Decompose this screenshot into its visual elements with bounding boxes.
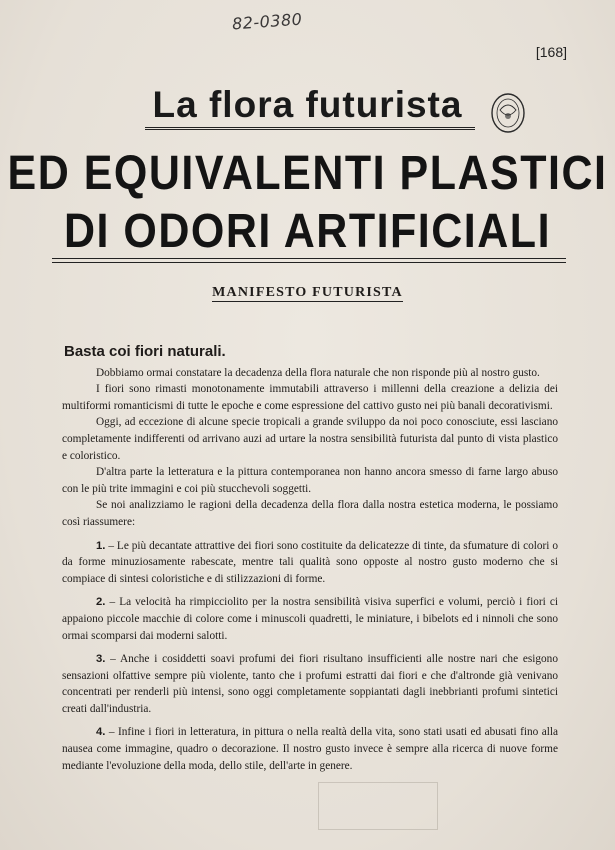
point-number: 4.	[96, 726, 106, 739]
paragraph: Oggi, ad eccezione di alcune specie tropicali a grande sviluppo da noi poco conosciute, essi lasciano completamente indifferenti od arrivano auzi ad urtare la nostra sensibilità futurista dal punto di vista plastico e coloristico.	[62, 416, 558, 462]
faded-stamp-icon	[318, 782, 438, 830]
numbered-point: 1. – Le più decantate attrattive dei fiori sono costituite da delicatezze di tinte, da sfumature di colori o da forme minuziosamente rabescate, mentre tali qualità sono opposte al nostro gusto moderno che si compiace di sintesi coloristiche e di stilizzazioni di forme.	[62, 539, 558, 585]
subtitle	[0, 285, 615, 301]
paragraph: I fiori sono rimasti monotonamente immutabili attraverso i millenni della creazione a delizia dei multiformi romanticismi di tutte le epoche e come espressione del cattivo gusto nei più banali decorativismi.	[62, 383, 558, 412]
page-title-main	[0, 144, 615, 260]
paragraph: Dobbiamo ormai constatare la decadenza della flora naturale che non risponde più al nostro gusto.	[96, 366, 540, 379]
numbered-point: 2. – La velocità ha rimpicciolito per la nostra sensibilità visiva superfici e volumi, perciò i fiori ci appaiono piccole macchie di colore come i minuscoli quadretti, le miniature, i bibelots ed i ninnoli che sono ormai scomparsi dai moderni salotti.	[62, 596, 559, 642]
title-divider	[52, 258, 566, 263]
section-heading: Basta coi fiori naturali.	[64, 343, 226, 360]
paragraph: D'altra parte la letteratura e la pittura contemporanea non hanno ancora smesso di farne largo abuso con le più trite immagini e coi più stucchevoli soggetti.	[62, 466, 558, 495]
numbered-point: 4. – Infine i fiori in letteratura, in pittura o nella realtà della vita, sono stati usati ed abusati fino alla nausea come immagine, quadro o decorazione. Il nostro gusto invece è sempre alla ricerca di nuove forme mediante l'evoluzione della moda, dello stile, dell'arte in genere.	[62, 726, 559, 772]
point-text: La velocità ha rimpicciolito per la nostra sensibilità visiva superfici e volumi, perciò i fiori ci appaiono piccole macchie di colore come i minuscoli quadretti, le miniature, i bibelots ed i ninnoli che sono ormai scomparsi dai moderni salotti.	[62, 596, 559, 642]
subtitle-text: MANIFESTO FUTURISTA	[212, 285, 403, 300]
point-text: Infine i fiori in letteratura, in pittura o nella realtà della vita, sono stati usati ed abusati fino alla nausea come immagine, quadro o decorazione. Il nostro gusto invece è sempre alla ricerca di nuove forme mediante l'evoluzione della moda, dello stile, dell'arte in genere.	[62, 726, 559, 772]
catalog-number: [168]	[535, 44, 567, 60]
manifesto-body	[62, 344, 558, 774]
point-number: 1.	[96, 539, 106, 552]
point-text: Anche i cosiddetti soavi profumi dei fiori risultano insufficienti alle nostre nari che esigono sensazioni olfattive sempre più violente, tanto che i profumi estratti dai fiori e che d'altronde già venivano concentrati per renderli più intensi, sono oggi completamente soppiantati dagli inebbrianti profumi sintetici creati dall'industria.	[62, 653, 558, 715]
numbered-point: 3. – Anche i cosiddetti soavi profumi dei fiori risultano insufficienti alle nostre nari che esigono sensazioni olfattive sempre più violente, tanto che i profumi estratti dai fiori e che d'altronde già venivano concentrati per renderli più intensi, sono oggi completamente soppiantati dagli inebbrianti profumi sintetici creati dall'industria.	[62, 653, 558, 715]
title-main-line2: DI ODORI ARTIFICIALI	[63, 204, 552, 259]
paragraph: Se noi analizziamo le ragioni della decadenza della flora dalla nostra estetica moderna, le possiamo così riassumere:	[62, 499, 558, 528]
point-text: Le più decantate attrattive dei fiori sono costituite da delicatezze di tinte, da sfumature di colori o da forme minuziosamente rabescate, mentre tali qualità sono opposte al nostro gusto moderno che si compiace di sintesi coloristiche e di stilizzazioni di forme.	[62, 539, 558, 585]
page-title-line1: La flora futurista	[152, 84, 463, 125]
title-main-line1: ED EQUIVALENTI PLASTICI	[7, 146, 608, 200]
title-underline	[145, 127, 475, 130]
point-number: 3.	[96, 653, 106, 666]
handwritten-number: 82-0380	[231, 9, 303, 34]
point-number: 2.	[96, 596, 106, 609]
